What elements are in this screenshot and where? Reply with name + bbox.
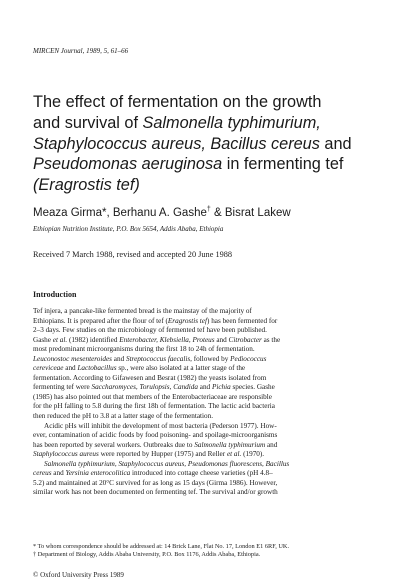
affiliation: Ethiopian Nutrition Institute, P.O. Box 5654, Addis Ababa, Ethiopia xyxy=(33,225,224,233)
footnote: * To whom correspondence should be addressed at: 14 Brick Lane, Flat No. 17, London E1 6RF, UK. xyxy=(33,543,290,550)
paper-title xyxy=(33,92,383,196)
received-date: Received 7 March 1988, revised and accepted 20 June 1988 xyxy=(33,250,233,259)
footnote: † Department of Biology, Addis Ababa University, P.O. Box 1176, Addis Ababa, Ethiopia. xyxy=(33,551,261,559)
copyright-notice: © Oxford University Press 1989 xyxy=(33,571,124,579)
footnotes xyxy=(33,543,289,559)
title-line: Staphylococcus aureus, Bacillus cereus and xyxy=(33,134,352,153)
section-heading: Introduction xyxy=(33,290,77,299)
title-line: (Eragrostis tef) xyxy=(33,176,140,195)
title-line: and survival of Salmonella typhimurium, xyxy=(33,113,321,132)
journal-citation: MIRCEN Journal, 1989, 5, 61–66 xyxy=(33,47,129,55)
author-list: Meaza Girma*, Berhanu A. Gashe† & Bisrat Lakew xyxy=(33,206,291,219)
body-text: Tef injera, a pancake-like fermented bread is the mainstay of the majority of Ethiopians. It is prepared after the flour of tef (Eragrostis tef) has been fermented for 2–3 days. Few studies on the microbiology of fermented tef have been published. Gashe et al. (1982) identified Enterobacter, Klebsiella, Proteus and Citrobacter as the most predominant microorganisms during the first 18 to 24h of fermentation. Leuconostoc mesenteroides and Streptococcus faecalis, followed by Pediococcus cereviceae and Lactobacillus sp., were also isolated at a latter stage of the fermentation. According to Gifawesen and Besrat (1982) the yeasts isolated from fermenting tef were Saccharomyces, Torulopsis, Candida and Pichia species. Gashe (1985) has also pointed out that members of the Enterobacteriaceae are responsible for the pH falling to 5.8 during the first 18h of fermentation. The lactic acid bacteria then reduced the pH to 3.8 at a latter stage of the fermentation. Acidic pHs will inhibit the development of most bacteria (Pederson 1977). How- ever, contamination of acidic foods by food poisoning- and spoilage-microorganisms has been reported by several workers. Outbreaks due to Salmonella typhimurium and Staphylococcus aureus were reported by Hupper (1975) and Reller et al. (1970). Salmonella typhimurium, Staphylococcus aureus, Pseudomonas fluorescens, Bacillus cereus and Yersinia enterocolitica introduced into cottage cheese varieties (pH 4.8– 5.2) and maintained at 20°C survived for as long as 15 days (Girma 1986). However, similar work has not been documented on fermenting tef. The survival and/or growth xyxy=(33,307,290,497)
title-line: Pseudomonas aeruginosa in fermenting tef xyxy=(33,155,344,174)
title-line: The effect of fermentation on the growth xyxy=(33,93,322,111)
